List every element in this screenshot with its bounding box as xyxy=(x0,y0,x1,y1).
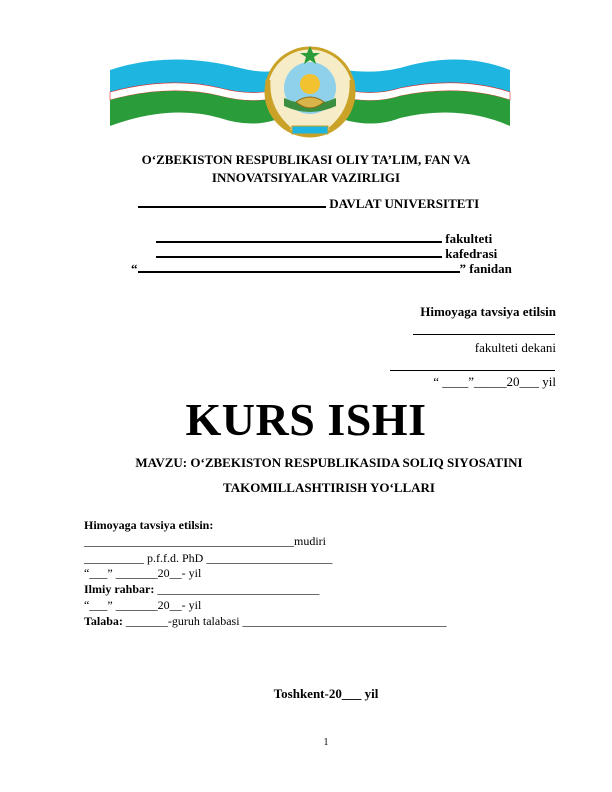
date-line-2: “___” _______20__- yil xyxy=(84,598,202,612)
subject-open-quote: “ xyxy=(131,261,138,276)
page-number: 1 xyxy=(323,737,329,748)
student-label: Talaba: xyxy=(84,614,123,628)
faculty-label: fakulteti xyxy=(445,231,493,246)
subject-name-blank xyxy=(138,259,460,273)
approval-title: Himoyaga tavsiya etilsin xyxy=(420,304,556,319)
ministry-line-2: INNOVATSIYALAR VAZIRLIGI xyxy=(211,170,401,185)
advisor-blank: ___________________________ xyxy=(157,582,320,596)
advisor-line xyxy=(84,582,319,597)
city-suffix: yil xyxy=(361,686,379,701)
city-prefix: Toshkent-20 xyxy=(273,686,342,701)
head-of-department-line: ___________________________________mudiri xyxy=(84,534,326,548)
city-year-blank: ___ xyxy=(341,686,362,701)
department-label: kafedrasi xyxy=(445,246,498,261)
dean-label: fakulteti dekani xyxy=(474,340,556,355)
ministry-line-1: O‘ZBEKISTON RESPUBLIKASI OLIY TA’LIM, FAN VA xyxy=(141,152,471,167)
department-name-blank xyxy=(156,244,442,258)
topic-line-2: TAKOMILLASHTIRISH YO‘LLARI xyxy=(222,480,435,495)
subject-line xyxy=(131,259,512,277)
degree-line: __________ p.f.f.d. PhD _____________________ xyxy=(84,551,333,565)
advisor-label: Ilmiy rahbar: xyxy=(84,582,155,596)
uzbekistan-emblem-icon xyxy=(100,40,520,140)
topic-line-1: MAVZU: O‘ZBEKISTON RESPUBLIKASIDA SOLIQ SIYOSATINI xyxy=(135,455,523,470)
university-label: DAVLAT UNIVERSITETI xyxy=(329,196,480,211)
document-title: KURS ISHI xyxy=(185,394,427,445)
city-year-line xyxy=(0,686,612,702)
university-line xyxy=(138,194,479,212)
approval-signature-blank xyxy=(413,322,555,335)
faculty-name-blank xyxy=(156,229,442,243)
dean-signature-blank xyxy=(390,358,555,371)
student-details: _______-guruh talabasi __________________________________ xyxy=(125,614,447,628)
state-emblem-banner xyxy=(100,40,520,140)
student-line xyxy=(84,614,447,629)
university-name-blank xyxy=(138,194,326,208)
subject-label: ” fanidan xyxy=(459,261,512,276)
date-line-1: “___” _______20__- yil xyxy=(84,566,202,580)
approval-date: “ ____”_____20___ yil xyxy=(433,374,556,389)
defense-label: Himoyaga tavsiya etilsin: xyxy=(84,518,214,532)
